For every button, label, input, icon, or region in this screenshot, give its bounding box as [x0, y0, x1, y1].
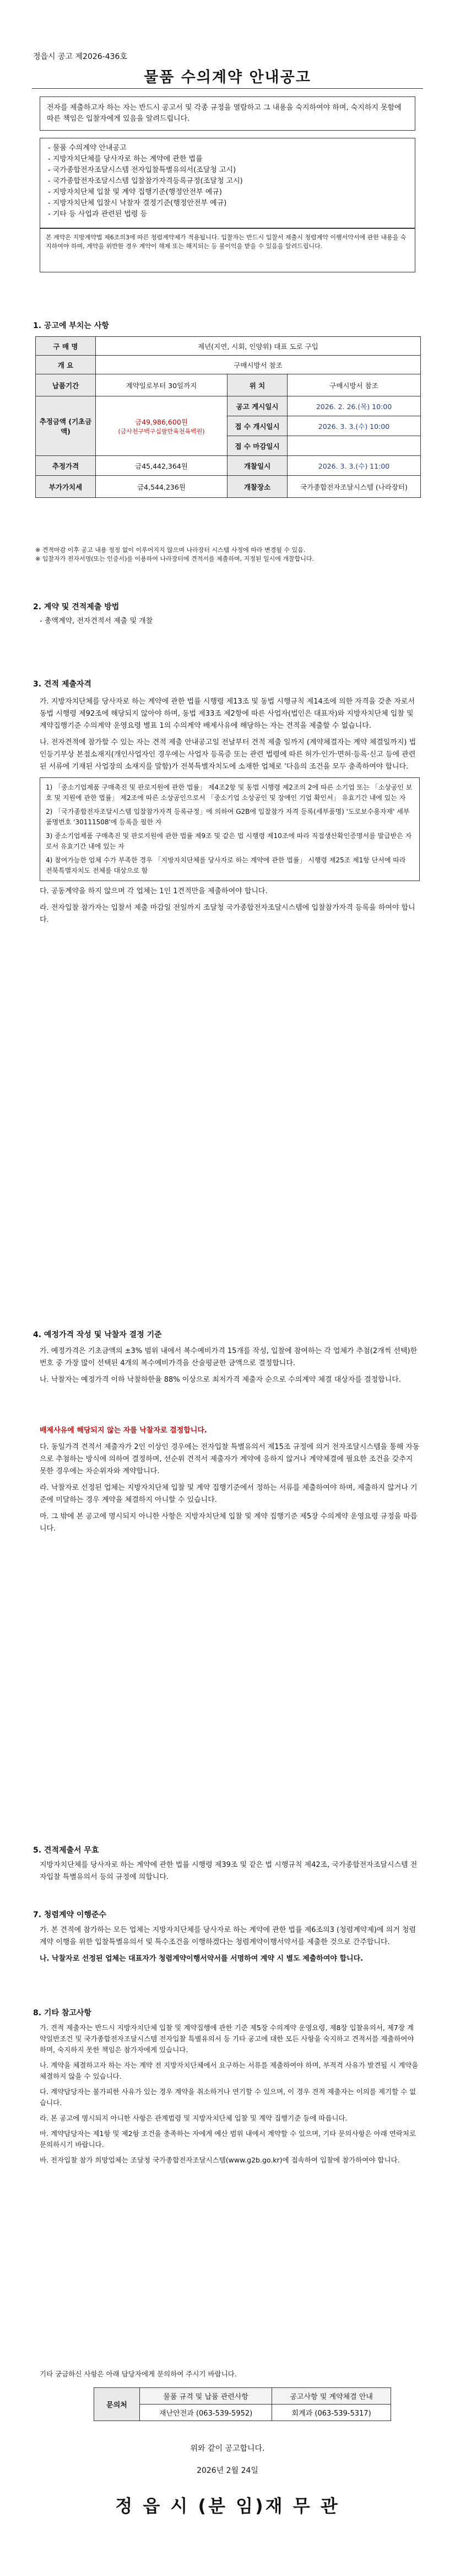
- section-3-body: [40, 696, 420, 931]
- toc-item: - 지방자치단체 입찰시 낙찰자 결정기준(행정안전부 예규): [48, 199, 227, 207]
- section-2-heading: 2. 계약 및 견적제출 방법: [33, 603, 120, 611]
- toc-item: - 지방자치단체를 당사자로 하는 계약에 관한 법률: [48, 155, 203, 163]
- value-place: 국가종합전자조달시스템 (나라장터): [288, 476, 421, 498]
- est-price-words: (금사천구백구십팔만육천육백원): [118, 427, 205, 435]
- toc-box: [40, 138, 415, 228]
- s3-para: 다. 공동계약을 하지 않으며 각 업체는 1인 1견적만을 제출하여야 합니다.: [40, 887, 268, 895]
- value-period: 계약일로부터 30일까지: [96, 374, 228, 396]
- toc-item: - 국가종합전자조달시스템 전자입찰특별유의서(조달청 고시): [48, 166, 236, 174]
- contact-value-2: 회계과 (063-539-5317): [272, 2405, 391, 2421]
- section-8-body: [40, 2022, 420, 2170]
- s4-highlight: 배제사유에 해당되지 않는 자를 낙찰자로 결정합니다.: [40, 1426, 207, 1435]
- announce-text: 위와 같이 공고합니다.: [190, 2444, 265, 2453]
- value-overview: 구매시방서 참조: [96, 356, 421, 374]
- s4-para: 가. 예정가격은 기초금액의 ±3% 범위 내에서 복수예비가격 15개를 작성, 입찰에 참여하는 각 업체가 추첨(2개씩 선택)한 번호 중 가장 많이 선택된 4개의 복수예비가격을 산술평균한 금액으로 결정합니다.: [40, 1347, 418, 1367]
- section-2-text: - 총액계약, 전자견적서 제출 및 개찰: [40, 617, 153, 625]
- section-4-body: [40, 1345, 420, 1539]
- toc-item: - 물품 수의계약 안내공고: [48, 144, 127, 152]
- value-open-period: 2026. 3. 3.(수) 10:00: [288, 416, 421, 436]
- s7-para: 나. 낙찰자로 선정된 업체는 대표자가 청렴계약이행서약서를 서명하여 계약 시 별도 제출하여야 합니다.: [40, 1955, 364, 1963]
- label-overview: 개 요: [36, 356, 96, 374]
- label-place: 개찰장소: [228, 476, 288, 498]
- s4-para: 라. 낙찰자로 선정된 업체는 지방자치단체 입찰 및 계약 집행기준에서 정하는 서류를 제출하여야 하며, 제출하지 않거나 기준에 미달하는 경우 계약을 체결하지 아니할 수 있습니다.: [40, 1484, 418, 1504]
- toc-item: - 국가종합전자조달시스템 입찰참가자격등록규정(조달청 고시): [48, 177, 243, 185]
- warning-box: 본 계약은 지방계약법 제6조의3에 따른 청렴계약제가 적용됩니다. 입찰자는 반드시 입찰서 제출시 청렴계약 이행서약서에 관한 내용을 숙지하여야 하며, 계약을 위반한 경우 계약이 해제 또는 해지되는 등 불이익을 받을 수 있음을 알려드립니다.: [40, 228, 415, 272]
- contact-label: 문의처: [94, 2388, 140, 2421]
- s8-para: 라. 본 공고에 명시되지 아니한 사항은 관계법령 및 지방자치단체 입찰 및 계약 집행기준 등에 따릅니다.: [40, 2114, 348, 2122]
- section-1-heading: 1. 공고에 부치는 사항: [33, 321, 109, 330]
- s7-para: 가. 본 견적에 참가하는 모든 업체는 지방자치단체를 당사자로 하는 계약에 관한 법률 제6조의3 (청렴계약제)에 의거 청렴계약 이행을 위한 입찰특별유의서 및 특수조건을 이행하겠다는 청렴계약이행서약서를 제출한 것으로 간주합니다.: [40, 1926, 416, 1946]
- value-name: 제년(지연, 시회, 인양위) 대표 도로 구입: [96, 337, 421, 356]
- s3-para: 가. 지방자치단체를 당사자로 하는 계약에 관한 법률 시행령 제13조 및 동법 시행규칙 제14조에 의한 자격을 갖춘 자로서 동법 시행령 제92조에 해당되지 않아야 하며, 동법 제33조 제2항에 따른 사업자(법인은 대표자)와 지방자치단체 입찰 및 계약집행기준 수의계약 운영요령 별표 1의 수의계약 배제사유에 해당하는 자는 견적을 제출할 수 없습니다.: [40, 697, 415, 730]
- s4-para: 다. 동일가격 견적서 제출자가 2인 이상인 경우에는 전자입찰 특별유의서 제15조 규정에 의거 전자조달시스템을 통해 자동으로 추첨하는 방식에 의하여 결정하며, 선순위 견적서 제출자가 계약에 응하지 않거나 계약체결에 필요한 조건을 갖추지 못한 경우에는 차순위자와 계약합니다.: [40, 1443, 420, 1475]
- label-location: 위 치: [228, 374, 288, 396]
- section-8-heading: 8. 기타 참고사항: [33, 2009, 91, 2017]
- section-5-heading: 5. 견적제출서 무효: [33, 1846, 99, 1855]
- value-vat: 금4,544,236원: [96, 476, 228, 498]
- s3-para: 나. 전자견적에 참가할 수 있는 자는 견적 제출 안내공고일 전날부터 견적 제출 일까지 (계약체결자는 계약 체결일까지) 법인등기부상 본점소재지(개인사업자인 경우에는 사업자 등록증 또는 관련 법령에 따른 허가·인가·면허·등록·신고 등에 관련된 서류에 기재된 사업장의 소재지를 말함)가 전북특별자치도에 소재한 업체로 '다음의 조건을 모두 충족하여야 합니다.: [40, 738, 416, 771]
- toc-item: - 지방자치단체 입찰 및 계약 집행기준(행정안전부 예규): [48, 188, 222, 196]
- s3-cond: 2) 「국가종합전자조달시스템 입찰참가자격 등록규정」에 의하여 G2B에 입찰참가 자격 등록(세부품명) '도로보수용자재' 세부품명번호 '30111508'에 등록을 필한 자: [46, 808, 410, 826]
- s3-cond: 3) 중소기업제품 구매촉진 및 판로지원에 관한 법률 제9조 및 같은 법 시행령 제10조에 따라 직접생산확인증명서를 발급받은 자로서 유효기간 내에 있는 자: [46, 832, 412, 850]
- overview-table: [35, 336, 421, 498]
- est-price-amount: 금49,986,600원: [135, 417, 188, 426]
- contact-intro: 기타 궁금하신 사항은 아래 담당자에게 문의하여 주시기 바랍니다.: [40, 2370, 237, 2378]
- contact-table: [94, 2387, 391, 2421]
- section-7-heading: 7. 청렴계약 이행준수: [33, 1910, 106, 1919]
- contact-head-2: 공고사항 및 계약체결 안내: [272, 2388, 391, 2405]
- label-est-price2: 추정가격: [36, 456, 96, 476]
- toc-item: - 기타 등 사업과 관련된 법령 등: [48, 210, 148, 218]
- label-period: 납품기간: [36, 374, 96, 396]
- s3-para: 라. 전자입찰 참가자는 입찰서 제출 마감일 전일까지 조달청 국가종합전자조달시스템에 입찰참가자격 등록을 하여야 합니다.: [40, 904, 415, 924]
- s3-condition-box: [40, 777, 420, 881]
- s3-cond: 4) 참여가능한 업체 수가 부족한 경우 「지방자치단체를 당사자로 하는 계약에 관한 법률」 시행령 제25조 제1항 단서에 따라 전북특별자치도 전체를 대상으로 함: [46, 856, 406, 874]
- value-location: 구매시방서 참조: [288, 374, 421, 396]
- value-close-period: [288, 436, 421, 456]
- value-opening: 2026. 3. 3.(수) 11:00: [288, 456, 421, 476]
- s8-para: 나. 계약을 체결하고자 하는 자는 계약 전 지방자치단체에서 요구하는 서류를 제출하여야 하며, 부적격 사유가 발견될 시 계약을 체결하지 않을 수 있습니다.: [40, 2061, 419, 2080]
- s4-para: 마. 그 밖에 본 공고에 명시되지 아니한 사항은 지방자치단체 입찰 및 계약 집행기준 제5장 수의계약 운영요령 규정을 따릅니다.: [40, 1512, 418, 1533]
- page-title: 물품 수의계약 안내공고: [144, 69, 311, 86]
- intro-box: 전자를 제출하고자 하는 자는 반드시 공고서 및 각종 규정을 열람하고 그 내용을 숙지하여야 하며, 숙지하지 못함에 따른 책임은 입찰자에게 있음을 알려드립니다.: [40, 96, 415, 131]
- announce-date: 2026년 2월 24일: [197, 2466, 258, 2475]
- contact-head-1: 물품 규격 및 납품 관련사항: [140, 2388, 272, 2405]
- label-est-price: 추정금액 (기초금액): [36, 396, 96, 456]
- section-4-heading: 4. 예정가격 작성 및 낙찰자 결정 기준: [33, 1330, 162, 1339]
- label-close-period: 접 수 마감일시: [228, 436, 288, 456]
- contact-value-1: 재난안전과 (063-539-5952): [140, 2405, 272, 2421]
- section-3-heading: 3. 견적 제출자격: [33, 680, 91, 689]
- section-5-text: 지방자치단체를 당사자로 하는 계약에 관한 법률 시행령 제39조 및 같은 법 시행규칙 제42조, 국가종합전자조달시스템 전자입찰 특별유의서 등의 규정에 의합니다.: [40, 1861, 418, 1881]
- label-name: 구 매 명: [36, 337, 96, 356]
- s8-para: 바. 전자입찰 참가 희망업체는 조달청 국가종합전자조달시스템(www.g2b.go.kr)에 접속하여 입찰에 참가하여야 합니다.: [40, 2156, 400, 2164]
- label-announce-date: 공고 게시일시: [228, 396, 288, 416]
- s3-cond: 1) 「중소기업제품 구매촉진 및 판로지원에 관한 법률」 제4조2항 및 동법 시행령 제2조의 2에 따른 소기업 또는 「소상공인 보호 및 지원에 관한 법률」 제2조에 따른 소상공인으로서 「중소기업 소상공인 및 장애인 기업 확인서」 유효기간 내에 있는 자: [46, 783, 413, 802]
- value-est-price2: 금45,442,364원: [96, 456, 228, 476]
- label-open-period: 접 수 개시일시: [228, 416, 288, 436]
- label-opening: 개찰일시: [228, 456, 288, 476]
- s8-para: 가. 견적 제출자는 반드시 지방자치단체 입찰 및 계약집행에 관한 기준 제5장 수의계약 운영요령, 제8장 입찰유의서, 제7장 계약일반조건 및 국가종합전자조달시스템 전자입찰 특별유의서 등 기타 공고에 대한 모든 사항을 숙지하고 견적서를 제출하여야 하며, 숙지하지 못한 책임은 참가자에게 있습니다.: [40, 2024, 414, 2054]
- s4-para: 나. 낙찰자는 예정가격 이하 낙찰하한율 88% 이상으로 최저가격 제출자 순으로 수의계약 체결 대상자를 결정합니다.: [40, 1376, 401, 1384]
- value-announce-date: 2026. 2. 26.(목) 10:00: [288, 396, 421, 416]
- s8-para: 마. 계약담당자는 제1항 및 제2항 조건을 충족하는 자에게 예산 범위 내에서 계약할 수 있으며, 기타 문의사항은 아래 연락처로 문의하시기 바랍니다.: [40, 2129, 416, 2149]
- label-vat: 부가가치세: [36, 476, 96, 498]
- title-divider: [32, 88, 423, 89]
- table-notes: ※ 견적마감 이후 공고 내용 정정 없이 이루어지지 않으며 나라장터 시스템 사정에 따라 변경될 수 있음. ※ 입찰자가 전자서명(또는 인증서)를 이용하여 나라장터에 견적서를 제출하며, 지정된 일시에 개찰합니다.: [35, 546, 315, 562]
- s8-para: 다. 계약담당자는 불가피한 사유가 있는 경우 계약을 취소하거나 연기할 수 있으며, 이 경우 견적 제출자는 이의를 제기할 수 없습니다.: [40, 2087, 416, 2107]
- issuer-name: 정 읍 시 (분 임)재 무 관: [115, 2496, 340, 2516]
- value-est-price: [96, 396, 228, 456]
- notice-number: 정읍시 공고 제2026-436호: [33, 52, 127, 61]
- section-7-body: [40, 1924, 420, 1969]
